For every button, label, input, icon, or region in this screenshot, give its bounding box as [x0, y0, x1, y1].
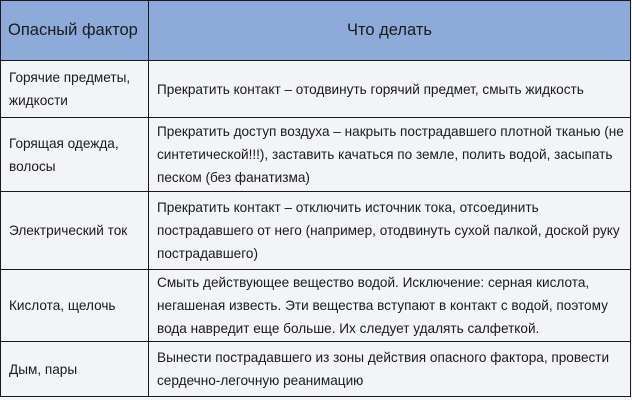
action-cell: Прекратить контакт – отключить источник тока, отсоединить пострадавшего от него (например, отодвинуть сухой палкой, доской руку пострадавшего) — [149, 192, 631, 270]
hazard-factor-cell: Электрический ток — [1, 192, 149, 270]
action-cell: Вынести пострадавшего из зоны действия опасного фактора, провести сердечно-легочную реанимацию — [149, 342, 631, 397]
table-row — [1, 118, 631, 192]
hazard-factor-cell: Дым, пары — [1, 342, 149, 397]
table-row — [1, 192, 631, 270]
action-cell: Смыть действующее вещество водой. Исключение: серная кислота, негашеная известь. Эти вещества вступают в контакт с водой, поэтому вода навредит еще больше. Их следует удалять салфеткой. — [149, 270, 631, 342]
hazard-factor-cell: Горячие предметы, жидкости — [1, 61, 149, 118]
action-cell: Прекратить доступ воздуха – накрыть пострадавшего плотной тканью (не синтетической!!!), заставить качаться по земле, полить водой, засыпать песком (без фанатизма) — [149, 118, 631, 192]
header-hazard-factor: Опасный фактор — [1, 1, 149, 61]
header-row — [1, 1, 631, 61]
header-what-to-do: Что делать — [149, 1, 631, 61]
action-cell: Прекратить контакт – отодвинуть горячий предмет, смыть жидкость — [149, 61, 631, 118]
hazard-factor-cell: Горящая одежда, волосы — [1, 118, 149, 192]
hazard-factor-cell: Кислота, щелочь — [1, 270, 149, 342]
table-row — [1, 342, 631, 397]
table-row — [1, 61, 631, 118]
table-row — [1, 270, 631, 342]
